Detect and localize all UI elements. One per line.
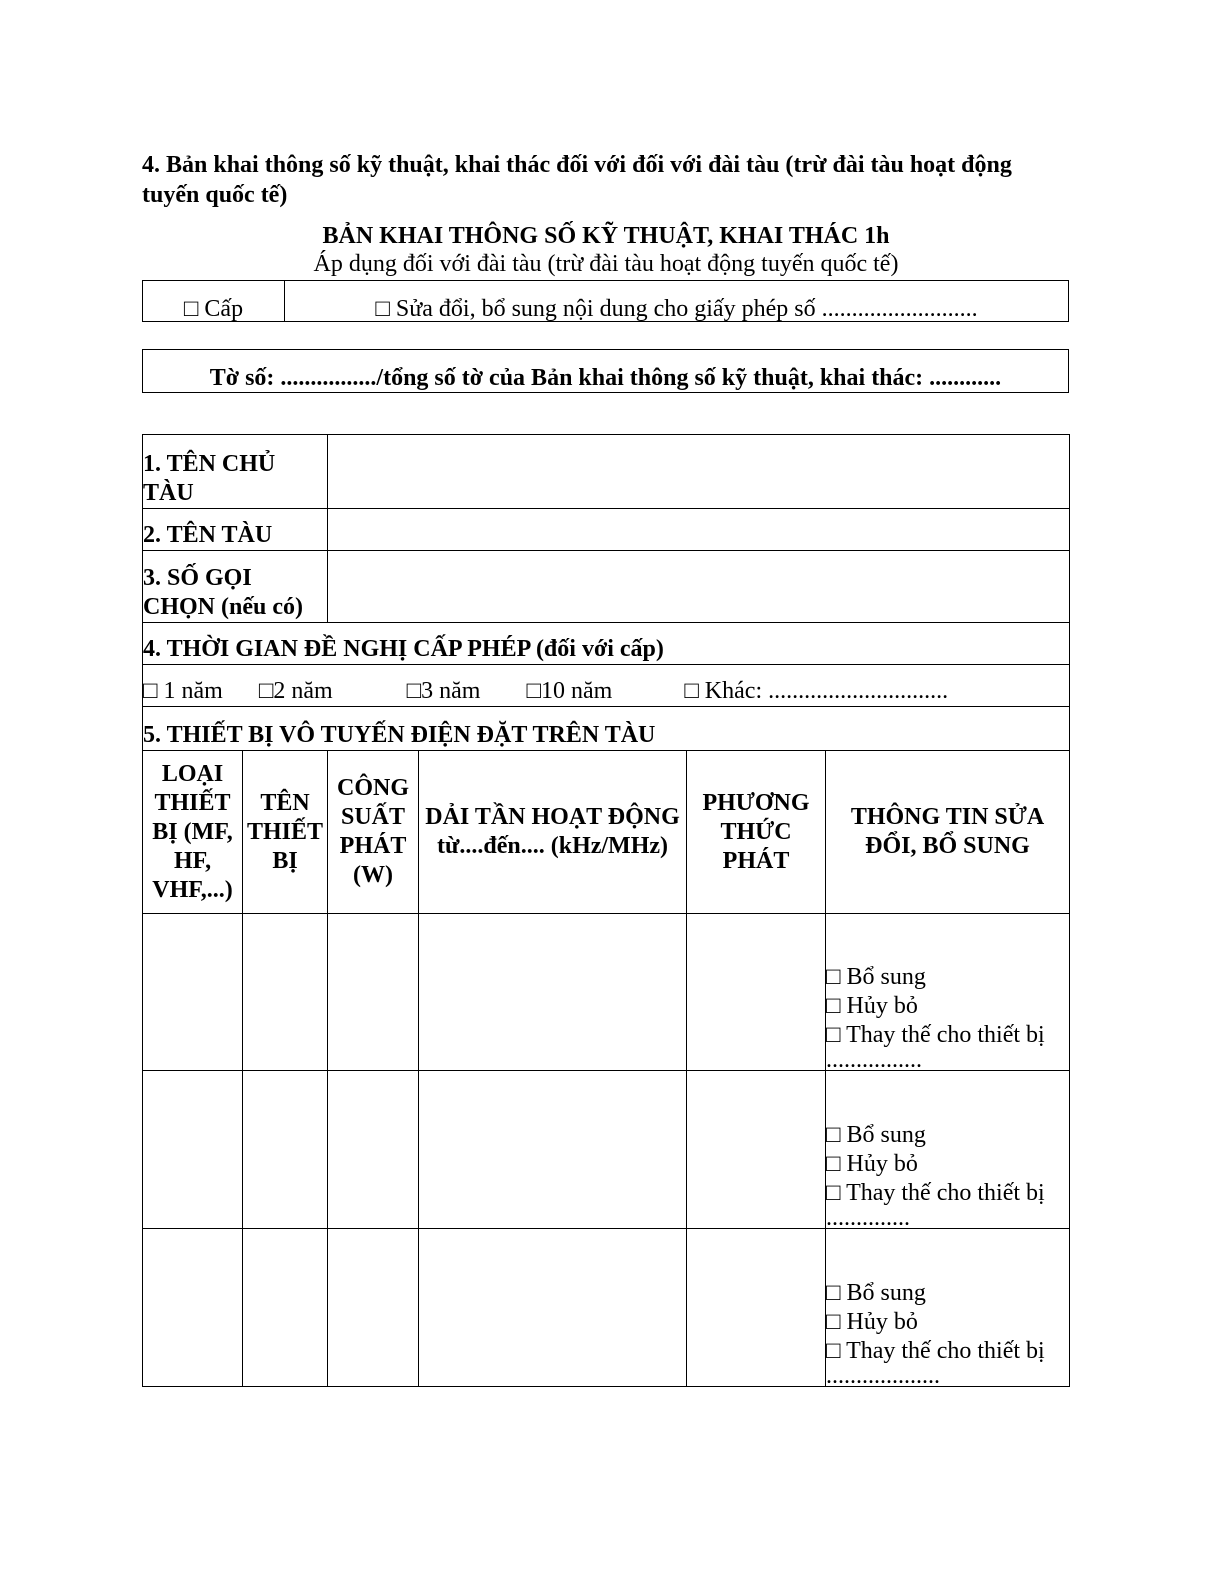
frequency-band-cell[interactable] [419, 914, 687, 1071]
form-subtitle: Áp dụng đối với đài tàu (trừ đài tàu hoạt động tuyến quốc tế) [313, 251, 899, 277]
form-title: BẢN KHAI THÔNG SỐ KỸ THUẬT, KHAI THÁC 1h [322, 223, 890, 249]
document-page [142, 150, 1070, 1387]
owner-name-field[interactable] [328, 435, 1070, 509]
equipment-name-cell[interactable] [243, 914, 328, 1071]
col-header-equipment-type: LOẠI THIẾT BỊ (MF, HF, VHF,...) [143, 751, 243, 914]
call-sign-label: 3. SỐ GỌI CHỌN (nếu có) [143, 551, 328, 623]
table-row [143, 914, 1070, 1071]
duration-3-year-checkbox[interactable]: □3 năm [406, 678, 481, 704]
frequency-band-cell[interactable] [419, 1229, 687, 1387]
ship-info-table [142, 434, 1070, 1387]
duration-other-checkbox[interactable]: □ Khác: .............................. [684, 678, 949, 704]
equipment-section-label: 5. THIẾT BỊ VÔ TUYẾN ĐIỆN ĐẶT TRÊN TÀU [143, 707, 1070, 751]
table-row [143, 1229, 1070, 1387]
cancel-checkbox-option[interactable]: □ Hủy bỏ [826, 1309, 918, 1335]
change-info-cell [826, 914, 1070, 1071]
section-heading: 4. Bản khai thông số kỹ thuật, khai thác đối với đối với đài tàu (trừ đài tàu hoạt động tuyến quốc tế) [142, 152, 1012, 208]
sheet-number-box [142, 349, 1069, 393]
equipment-type-cell[interactable] [143, 1229, 243, 1387]
change-info-cell [826, 1229, 1070, 1387]
cancel-checkbox-option[interactable]: □ Hủy bỏ [826, 993, 918, 1019]
transmit-power-cell[interactable] [328, 1229, 419, 1387]
replace-equipment-dots: ................... [826, 1363, 941, 1389]
frequency-band-cell[interactable] [419, 1071, 687, 1229]
equipment-name-cell[interactable] [243, 1229, 328, 1387]
add-checkbox-option[interactable]: □ Bổ sung [826, 1280, 926, 1306]
duration-1-year-checkbox[interactable]: □ 1 năm [143, 678, 223, 704]
issue-checkbox-option[interactable]: □ Cấp [143, 281, 285, 322]
replace-checkbox-option[interactable]: □ Thay thế cho thiết bị [826, 1022, 1045, 1048]
add-checkbox-option[interactable]: □ Bổ sung [826, 1122, 926, 1148]
owner-name-label: 1. TÊN CHỦ TÀU [143, 435, 328, 509]
col-header-transmit-power: CÔNG SUẤT PHÁT (W) [328, 751, 419, 914]
cancel-checkbox-option[interactable]: □ Hủy bỏ [826, 1151, 918, 1177]
replace-equipment-dots: .............. [826, 1205, 911, 1231]
duration-10-year-checkbox[interactable]: □10 năm [526, 678, 613, 704]
transmit-mode-cell[interactable] [687, 1229, 826, 1387]
license-duration-options [143, 665, 1070, 707]
license-duration-label: 4. THỜI GIAN ĐỀ NGHỊ CẤP PHÉP (đối với cấp) [143, 623, 1070, 665]
equipment-type-cell[interactable] [143, 914, 243, 1071]
transmit-mode-cell[interactable] [687, 914, 826, 1071]
transmit-mode-cell[interactable] [687, 1071, 826, 1229]
transmit-power-cell[interactable] [328, 1071, 419, 1229]
sheet-number-line[interactable]: Tờ số: ................/tổng số tờ của Bản khai thông số kỹ thuật, khai thác: ............ [143, 350, 1069, 393]
transmit-power-cell[interactable] [328, 914, 419, 1071]
ship-name-field[interactable] [328, 509, 1070, 551]
add-checkbox-option[interactable]: □ Bổ sung [826, 964, 926, 990]
ship-name-label: 2. TÊN TÀU [143, 509, 328, 551]
license-type-box [142, 280, 1069, 322]
equipment-name-cell[interactable] [243, 1071, 328, 1229]
col-header-change-info: THÔNG TIN SỬA ĐỔI, BỔ SUNG [826, 751, 1070, 914]
amend-checkbox-option[interactable]: □ Sửa đổi, bổ sung nội dung cho giấy phép số .......................... [285, 281, 1069, 322]
call-sign-field[interactable] [328, 551, 1070, 623]
table-row [143, 1071, 1070, 1229]
replace-equipment-dots: ................ [826, 1047, 923, 1073]
replace-checkbox-option[interactable]: □ Thay thế cho thiết bị [826, 1180, 1045, 1206]
duration-2-year-checkbox[interactable]: □2 năm [258, 678, 333, 704]
col-header-transmit-mode: PHƯƠNG THỨC PHÁT [687, 751, 826, 914]
col-header-frequency-band: DẢI TẦN HOẠT ĐỘNG từ....đến.... (kHz/MHz) [419, 751, 687, 914]
replace-checkbox-option[interactable]: □ Thay thế cho thiết bị [826, 1338, 1045, 1364]
col-header-equipment-name: TÊN THIẾT BỊ [243, 751, 328, 914]
change-info-cell [826, 1071, 1070, 1229]
equipment-type-cell[interactable] [143, 1071, 243, 1229]
